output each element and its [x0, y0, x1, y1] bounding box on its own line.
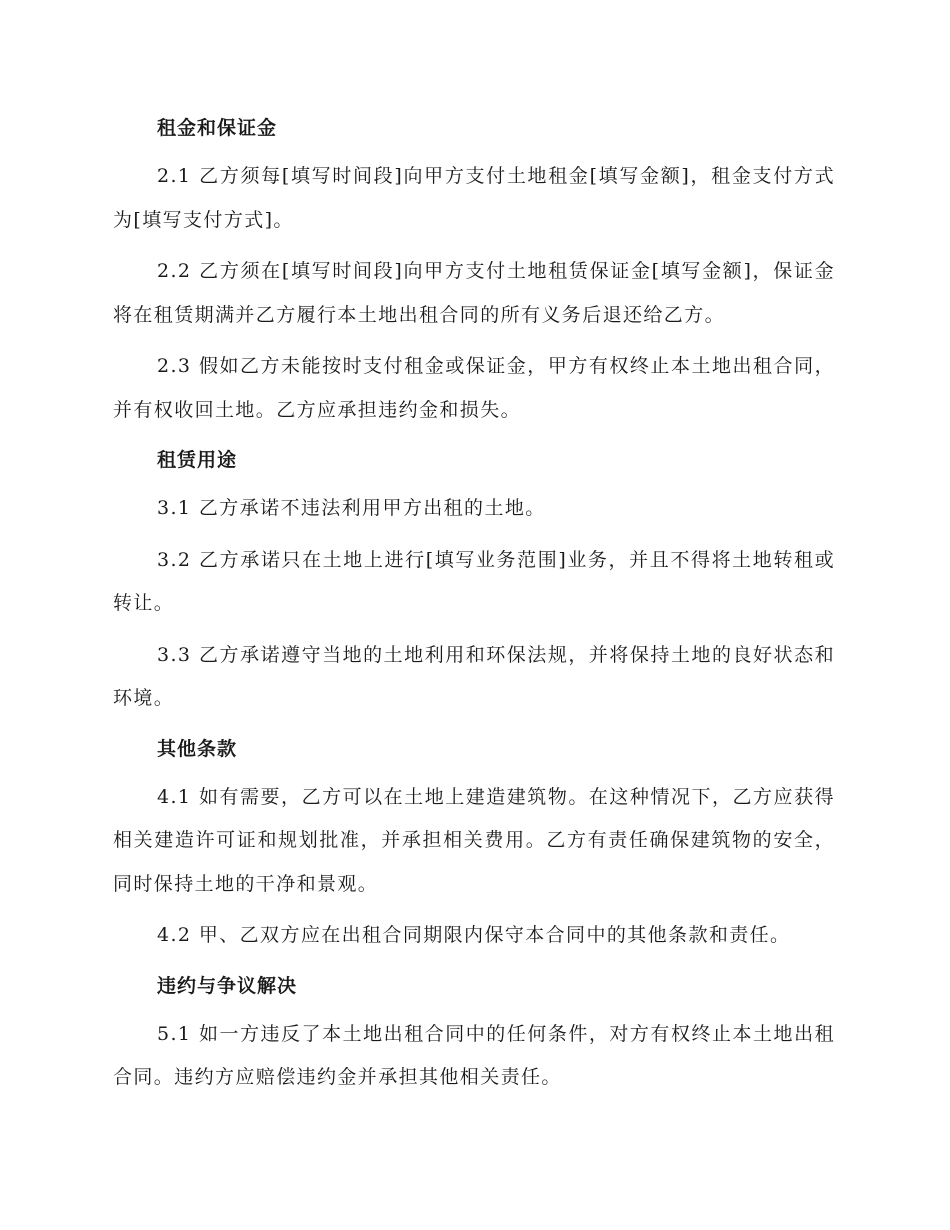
clause-3-3: 3.3 乙方承诺遵守当地的土地利用和环保法规，并将保持土地的良好状态和环境。 — [113, 643, 835, 709]
clause-3-1: 3.1 乙方承诺不违法利用甲方出租的土地。 — [157, 497, 546, 519]
section-heading: 违约与争议解决 — [157, 974, 298, 997]
clause-2-3: 2.3 假如乙方未能按时支付租金或保证金，甲方有权终止本土地出租合同，并有权收回土地。乙方应承担违约金和损失。 — [113, 355, 835, 421]
clause-4-2: 4.2 甲、乙双方应在出租合同期限内保守本合同中的其他条款和责任。 — [157, 924, 791, 946]
clause-2-1: 2.1 乙方须每[填写时间段]向甲方支付土地租金[填写金额]，租金支付方式为[填写支付方式]。 — [113, 165, 835, 231]
section-breach-disputes — [113, 966, 835, 1100]
clause-3-2: 3.2 乙方承诺只在土地上进行[填写业务范围]业务，并且不得将土地转租或转让。 — [113, 548, 835, 614]
section-other-terms — [113, 729, 835, 958]
section-heading: 租赁用途 — [157, 449, 238, 471]
section-heading: 其他条款 — [157, 737, 238, 760]
section-heading: 租金和保证金 — [157, 117, 278, 139]
section-rent-deposit — [113, 108, 835, 432]
section-lease-use — [113, 440, 835, 721]
clause-4-1: 4.1 如有需要，乙方可以在土地上建造建筑物。在这种情况下，乙方应获得相关建造许可证和规划批准，并承担相关费用。乙方有责任确保建筑物的安全，同时保持土地的干净和景观。 — [113, 785, 835, 895]
clause-5-1: 5.1 如一方违反了本土地出租合同中的任何条件，对方有权终止本土地出租合同。违约方应赔偿违约金并承担其他相关责任。 — [113, 1022, 835, 1088]
document-body — [113, 108, 835, 1108]
clause-2-2: 2.2 乙方须在[填写时间段]向甲方支付土地租赁保证金[填写金额]，保证金将在租赁期满并乙方履行本土地出租合同的所有义务后退还给乙方。 — [113, 260, 835, 326]
